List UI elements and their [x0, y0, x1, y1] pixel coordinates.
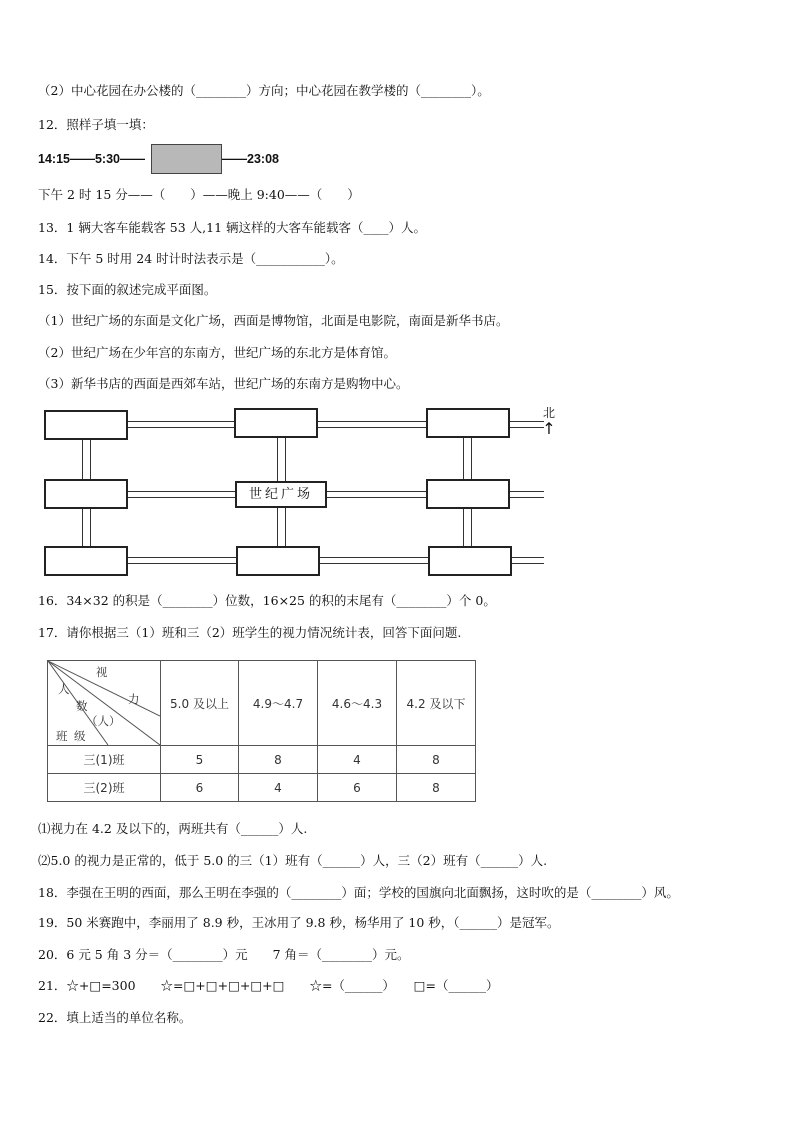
diag-li: 力: [128, 692, 140, 706]
q22: 22．填上适当的单位名称。: [38, 1010, 192, 1025]
table-cell: 4: [239, 774, 318, 802]
vision-stats-table: [47, 660, 476, 802]
map-box-nw[interactable]: [44, 410, 128, 440]
col-header: 4.6～4.3: [318, 661, 397, 746]
q21: 21．☆+□=300 ☆=□+□+□+□+□ ☆=（______） □=（______）: [38, 978, 499, 993]
map-box-w[interactable]: [44, 479, 128, 509]
map-box-n[interactable]: [234, 408, 318, 438]
diag-ren: 人: [58, 682, 70, 696]
diag-ren-unit: （人）: [86, 714, 121, 728]
north-arrow-icon: ↑: [542, 419, 556, 438]
diag-shi: 视: [96, 665, 108, 679]
table-cell: 6: [161, 774, 239, 802]
row-label: 三(2)班: [48, 774, 161, 802]
table-row: [48, 746, 476, 774]
q19: 19．50 米赛跑中，李丽用了 8.9 秒，王冰用了 9.8 秒，杨华用了 10 秒，（______）是冠军。: [38, 915, 560, 930]
table-diagonal-header: [48, 661, 161, 746]
q12-answer-box[interactable]: [151, 144, 222, 174]
q20: 20．6 元 5 角 3 分＝（________）元 7 角＝（________）元。: [38, 947, 410, 962]
q12-time-sequence-left: 14:15——5:30——: [38, 152, 145, 166]
q15-part2: （2）世纪广场在少年宫的东南方，世纪广场的东北方是体育馆。: [38, 345, 396, 360]
q12-time-sequence-2: 下午 2 时 15 分——（ ）——晚上 9:40——（ ）: [38, 187, 360, 202]
q12-title: 12．照样子填一填：: [38, 117, 154, 132]
table-header-row: [48, 661, 476, 746]
map-box-e[interactable]: [426, 479, 510, 509]
q18: 18．李强在王明的西面，那么王明在李强的（________）面；学校的国旗向北面飘扬，这时吹的是（________）风。: [38, 885, 679, 900]
table-cell: 4: [318, 746, 397, 774]
table-cell: 8: [397, 774, 476, 802]
q14: 14．下午 5 时用 24 时计时法表示是（___________）。: [38, 251, 344, 266]
q16: 16．34×32 的积是（________）位数，16×25 的积的末尾有（________）个 0。: [38, 593, 496, 608]
map-box-sw[interactable]: [44, 546, 128, 576]
table-cell: 8: [397, 746, 476, 774]
north-indicator: [539, 404, 559, 437]
diag-ban: 班: [56, 729, 68, 743]
century-square-label: 世纪广场: [235, 481, 327, 508]
q15-part3: （3）新华书店的西面是西郊车站，世纪广场的东南方是购物中心。: [38, 376, 409, 391]
map-box-se[interactable]: [428, 546, 512, 576]
plan-map: [40, 404, 570, 582]
diag-ji: 级: [74, 729, 86, 743]
q12-time-sequence-right: ——23:08: [222, 152, 279, 166]
map-box-s[interactable]: [236, 546, 320, 576]
col-header: 4.2 及以下: [397, 661, 476, 746]
table-cell: 6: [318, 774, 397, 802]
q17-part1: ⑴视力在 4.2 及以下的，两班共有（______）人.: [38, 821, 308, 836]
table-cell: 5: [161, 746, 239, 774]
q15-part1: （1）世纪广场的东面是文化广场，西面是博物馆，北面是电影院，南面是新华书店。: [38, 313, 509, 328]
q13: 13．1 辆大客车能载客 53 人,11 辆这样的大客车能载客（____）人。: [38, 220, 427, 235]
diag-shu: 数: [76, 699, 88, 713]
q11-part2: （2）中心花园在办公楼的（________）方向；中心花园在教学楼的（________）。: [38, 83, 490, 98]
col-header: 4.9～4.7: [239, 661, 318, 746]
table-cell: 8: [239, 746, 318, 774]
col-header: 5.0 及以上: [161, 661, 239, 746]
north-label: 北: [542, 406, 555, 420]
q17-title: 17．请你根据三（1）班和三（2）班学生的视力情况统计表，回答下面问题.: [38, 625, 462, 640]
map-box-ne[interactable]: [426, 408, 510, 438]
q17-part2: ⑵5.0 的视力是正常的，低于 5.0 的三（1）班有（______）人，三（2）班有（______）人.: [38, 853, 548, 868]
q15-title: 15．按下面的叙述完成平面图。: [38, 282, 217, 297]
table-row: [48, 774, 476, 802]
row-label: 三(1)班: [48, 746, 161, 774]
